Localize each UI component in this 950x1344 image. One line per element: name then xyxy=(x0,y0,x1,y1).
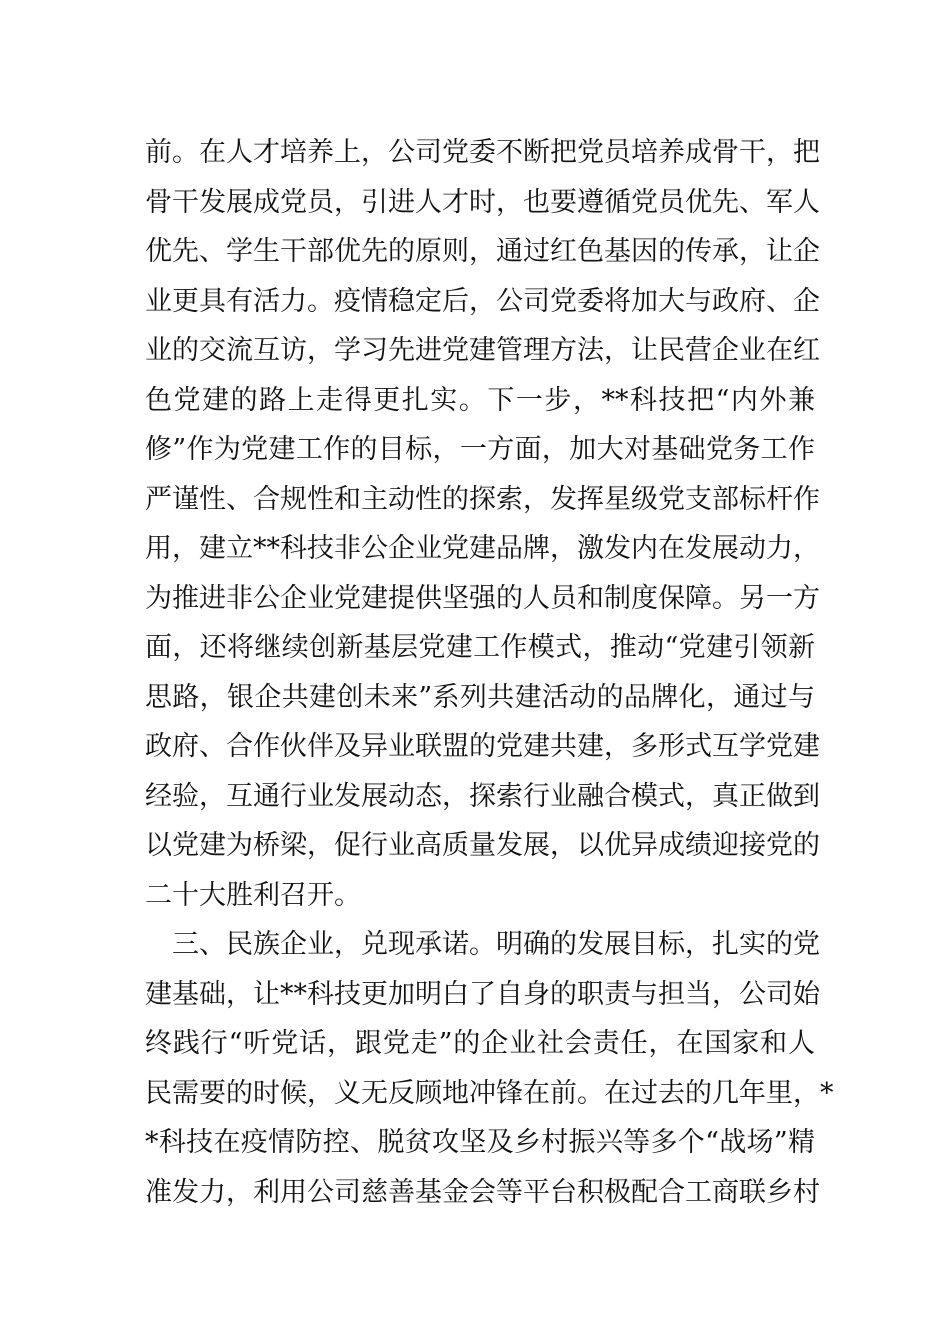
text-line: 色党建的路上走得更扎实。下一步，**科技把“内外兼 xyxy=(145,384,815,416)
text-line: 用，建立**科技非公企业党建品牌，激发内在发展动力， xyxy=(145,533,820,564)
text-line: 骨干发展成党员，引进人才时，也要遵循党员优先、军人 xyxy=(145,186,820,218)
text-line: 前。在人才培养上，公司党委不断把党员培养成骨干，把 xyxy=(145,137,820,168)
text-line: 终践行“听党话，跟党走”的企业社会责任，在国家和人 xyxy=(145,1028,815,1059)
text-line: 面，还将继续创新基层党建工作模式，推动“党建引领新 xyxy=(145,632,815,663)
text-line: 严谨性、合规性和主动性的探索，发挥星级党支部标杆作 xyxy=(145,483,820,515)
text-line: 民需要的时候，义无反顾地冲锋在前。在过去的几年里，* xyxy=(145,1077,834,1109)
text-line: 准发力，利用公司慈善基金会等平台积极配合工商联乡村 xyxy=(145,1176,820,1208)
text-line: 业更具有活力。疫情稳定后，公司党委将加大与政府、企 xyxy=(145,285,820,317)
text-line: *科技在疫情防控、脱贫攻坚及乡村振兴等多个“战场”精 xyxy=(145,1127,815,1158)
paragraph-end-line: 二十大胜利召开。 xyxy=(145,879,361,911)
body-text xyxy=(145,128,834,1217)
paragraph-start-line: 三、民族企业，兑现承诺。明确的发展目标，扎实的党 xyxy=(145,929,820,960)
text-line: 建基础，让**科技更加明白了自身的职责与担当，公司始 xyxy=(145,978,820,1010)
text-line: 业的交流互访，学习先进党建管理方法，让民营企业在红 xyxy=(145,335,820,366)
text-line: 经验，互通行业发展动态，探索行业融合模式，真正做到 xyxy=(145,780,820,812)
text-line: 优先、学生干部优先的原则，通过红色基因的传承，让企 xyxy=(145,236,820,267)
text-line: 以党建为桥梁，促行业高质量发展，以优异成绩迎接党的 xyxy=(145,830,820,861)
text-line: 思路，银企共建创未来”系列共建活动的品牌化，通过与 xyxy=(145,681,815,713)
text-line: 修”作为党建工作的目标，一方面，加大对基础党务工作 xyxy=(145,434,815,465)
text-line: 为推进非公企业党建提供坚强的人员和制度保障。另一方 xyxy=(145,582,820,614)
text-line: 政府、合作伙伴及异业联盟的党建共建，多形式互学党建 xyxy=(145,731,820,762)
